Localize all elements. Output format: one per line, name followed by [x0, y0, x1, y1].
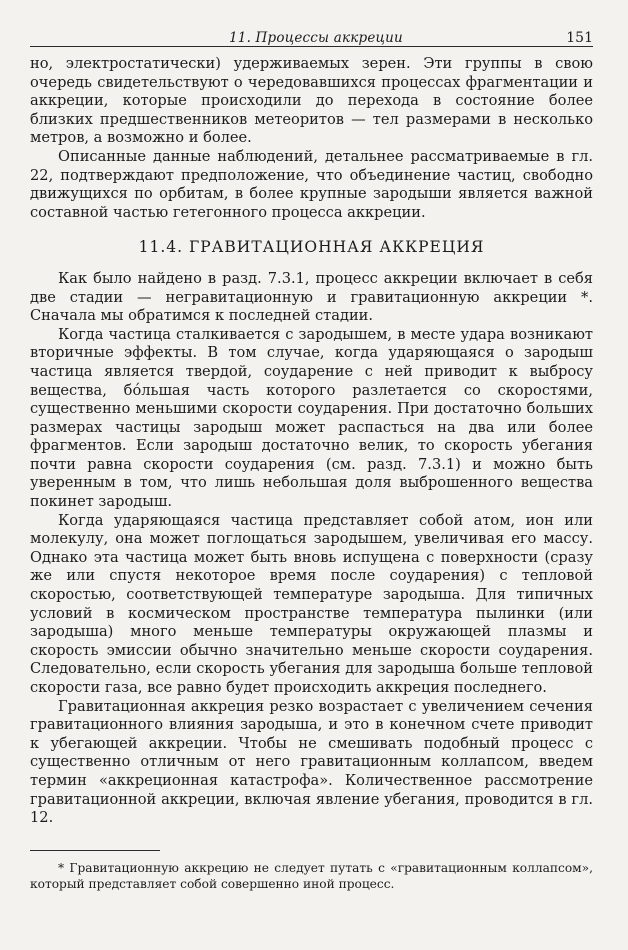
- paragraph: Когда ударяющаяся частица представляет собой атом, ион или молекулу, она может поглощаться зародышем, увеличивая его массу. Однако эта частица может быть вновь испущена с поверхности (сразу же или спустя некоторое время после соударения) с тепловой скоростью, соответствующей температуре зародыша. Для типичных условий в космическом пространстве температура пылинки (или зародыша) много меньше температуры окружающей плазмы и скорость эмиссии обычно значительно меньше скорости соударения. Следовательно, если скорость убегания для зародыша больше тепловой скорости газа, все равно будет происходить аккреция последнего.: [30, 511, 593, 696]
- page-header: [30, 24, 593, 47]
- running-title: 11. Процессы аккреции: [229, 30, 403, 46]
- book-page: [30, 24, 593, 892]
- paragraph: Гравитационная аккреция резко возрастает с увеличением сечения гравитационного влияния зародыша, и это в конечном счете приводит к убегающей аккреции. Чтобы не смешивать подобный процесс с существенно отличным от него гравитационным коллапсом, введем термин «аккреционная катастрофа». Количественное рассмотрение гравитационной аккреции, включая явление убегания, проводится в гл. 12.: [30, 697, 593, 827]
- paragraph-continued: но, электростатически) удерживаемых зерен. Эти группы в свою очередь свидетельствуют о чередовавшихся процессах фрагментации и аккреции, которые происходили до перехода в состояние более близких предшественников метеоритов — тел размерами в несколько метров, а возможно и более.: [30, 55, 593, 147]
- footnote-divider: [30, 850, 160, 851]
- paragraph: Когда частица сталкивается с зародышем, в месте удара возникают вторичные эффекты. В том случае, когда ударяющаяся о зародыш частица является твердой, соударение с ней приводит к выбросу вещества, бóльшая часть которого разлетается со скоростями, существенно меньшими скорости соударения. При достаточно больших размерах частицы зародыш может распасться на два или более фрагментов. Если зародыш достаточно велик, то скорость убегания почти равна скорости соударения (см. разд. 7.3.1) и можно быть уверенным в том, что лишь небольшая доля выброшенного вещества покинет зародыш.: [30, 325, 593, 511]
- paragraph: Описанные данные наблюдений, детальнее рассматриваемые в гл. 22, подтверждают предположение, что объединение частиц, свободно движущихся по орбитам, в более крупные зародыши является важной составной частью гетегонного процесса аккреции.: [30, 147, 593, 221]
- paragraph: Как было найдено в разд. 7.3.1, процесс аккреции включает в себя две стадии — негравитационную и гравитационную аккреции *. Сначала мы обратимся к последней стадии.: [30, 269, 593, 325]
- page-body: [30, 55, 593, 828]
- section-heading: 11.4. ГРАВИТАЦИОННАЯ АККРЕЦИЯ: [138, 238, 485, 257]
- page-number: 151: [566, 30, 593, 46]
- footnote: * Гравитационную аккрецию не следует путать с «гравитационным коллапсом», который представляет собой совершенно иной процесс.: [30, 860, 593, 891]
